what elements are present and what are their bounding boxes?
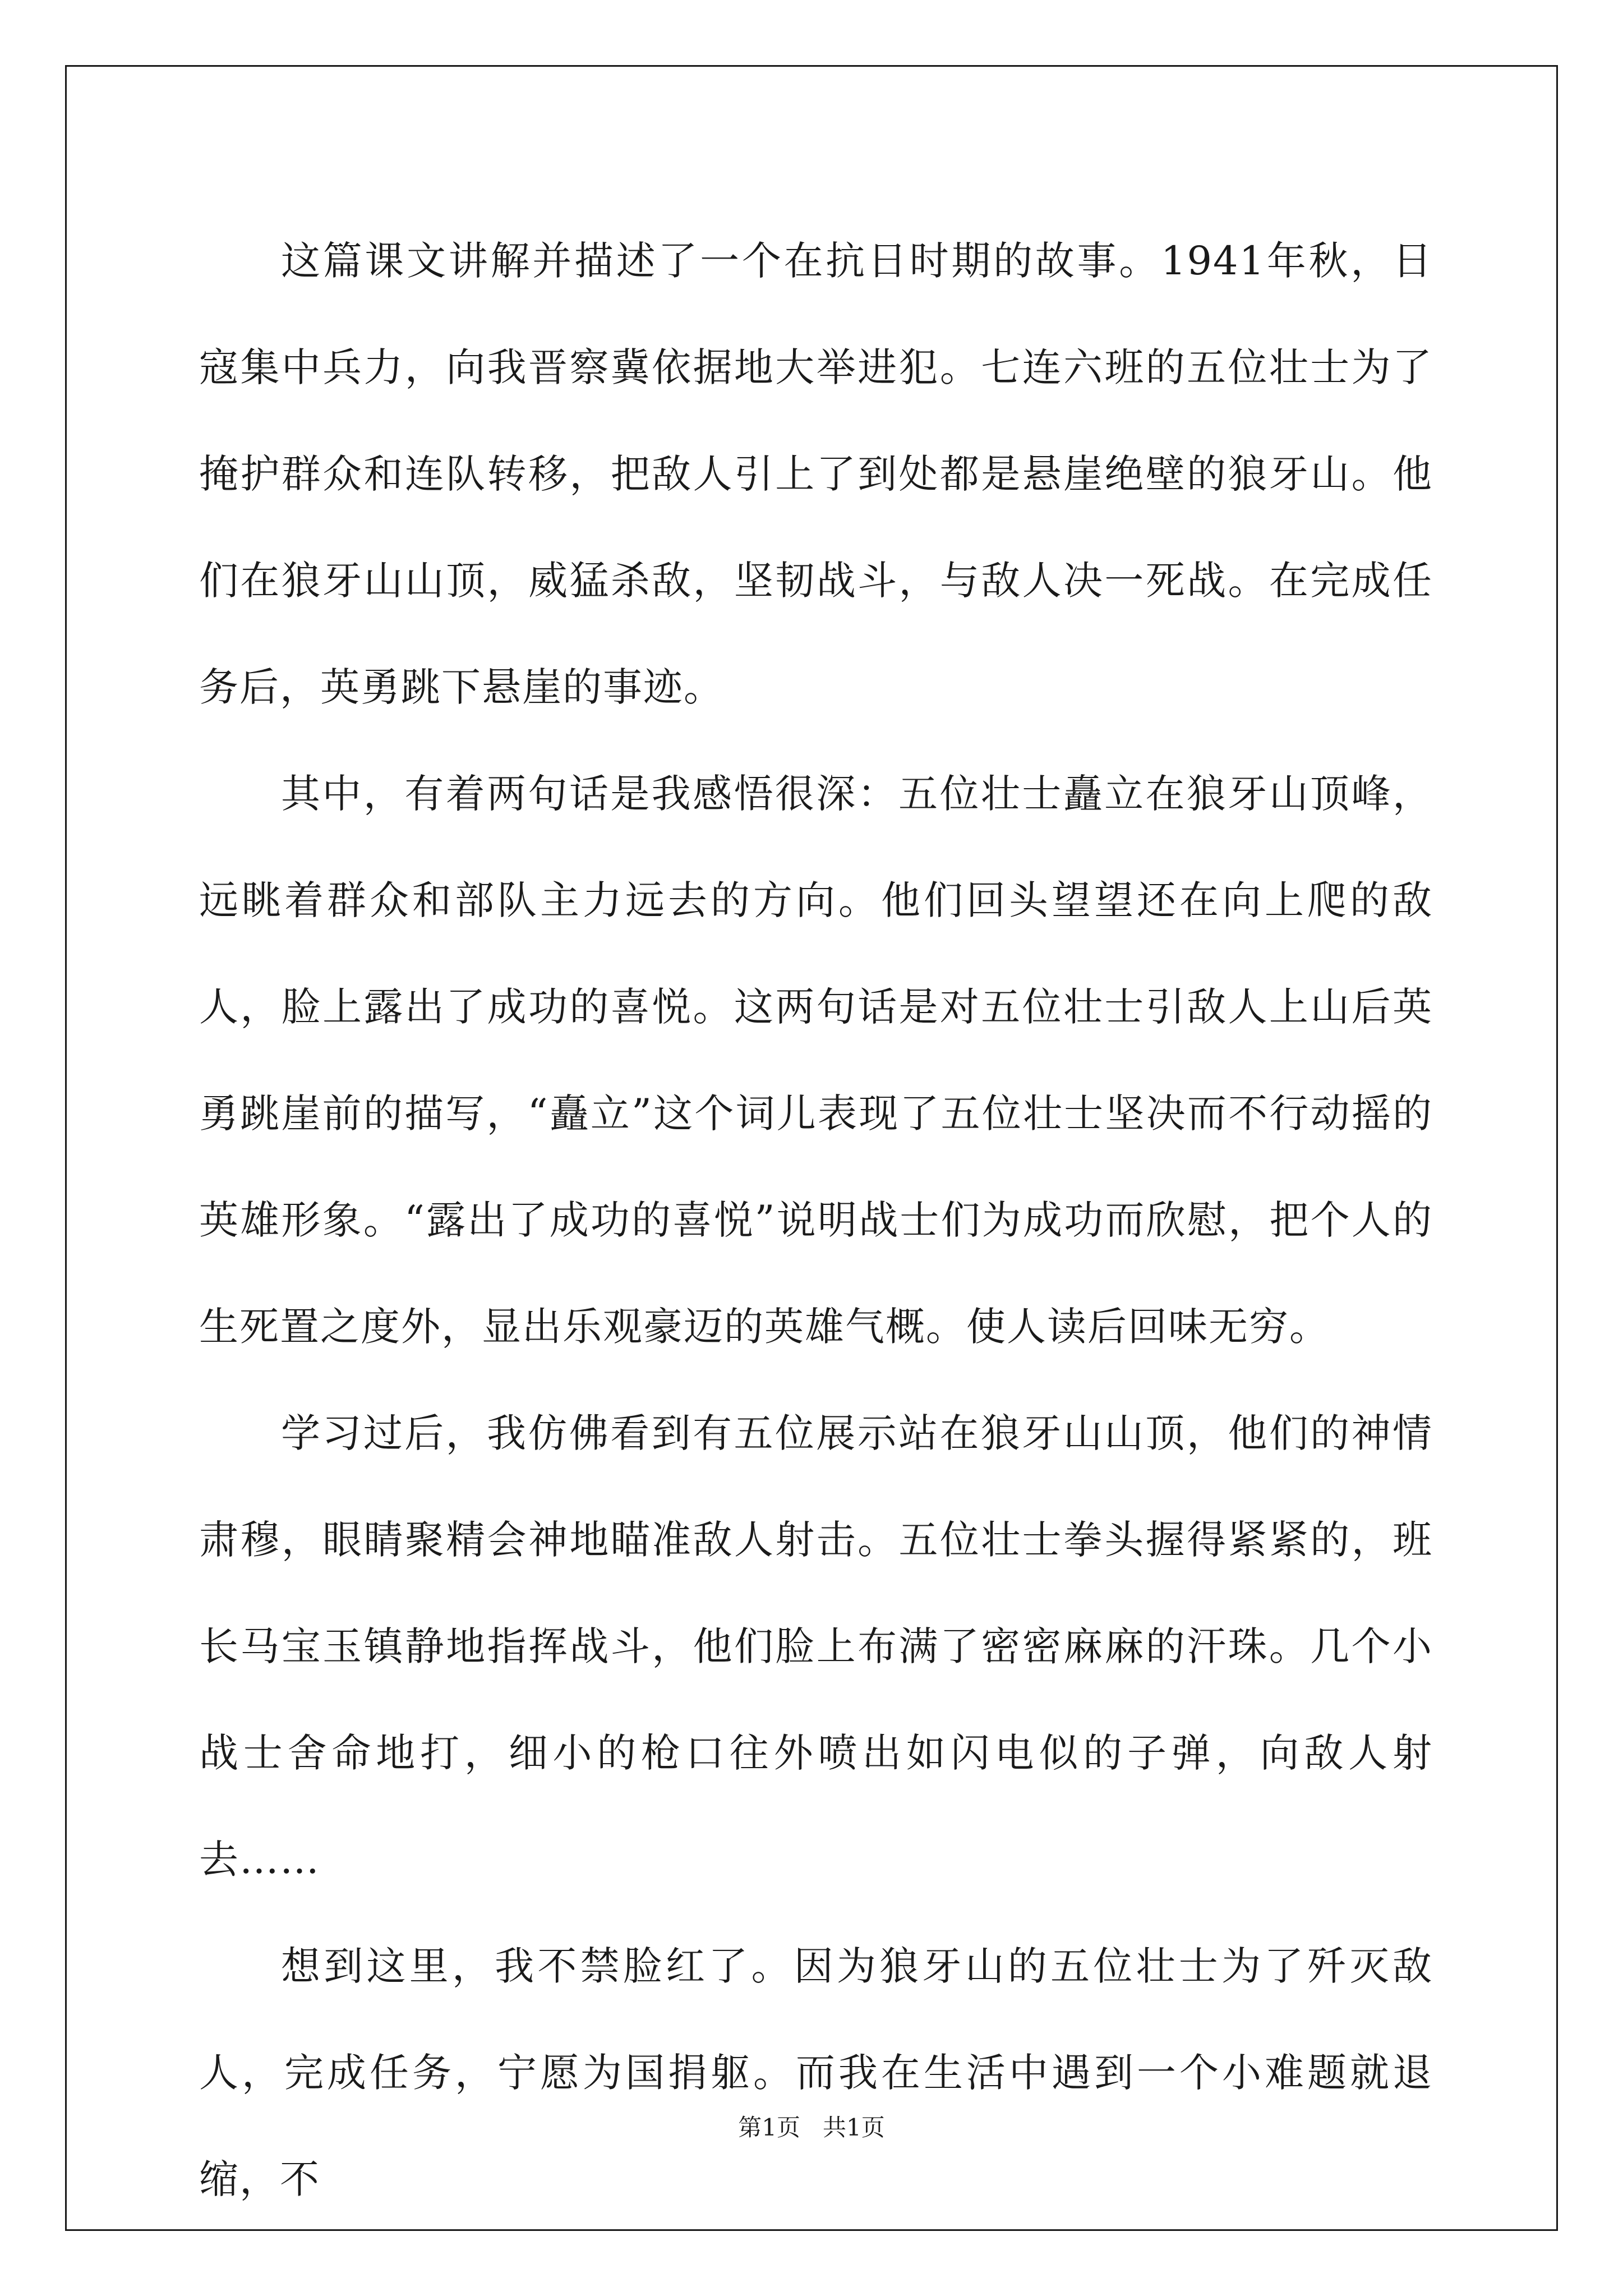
paragraph-3: 学习过后，我仿佛看到有五位展示站在狼牙山山顶，他们的神情肃穆，眼睛聚精会神地瞄准敌人射击。五位壮士拳头握得紧紧的，班长马宝玉镇静地指挥战斗，他们脸上布满了密密麻麻的汗珠。几个小战士舍命地打，细小的枪口往外喷出如闪电似的子弹，向敌人射去…… [199, 1410, 1433, 1883]
paragraph-4: 想到这里，我不禁脸红了。因为狼牙山的五位壮士为了歼灭敌人，完成任务，宁愿为国捐躯。而我在生活中遇到一个小难题就退缩，不 [199, 1943, 1433, 2202]
page-total: 共1页 [823, 2114, 885, 2141]
paragraph-1: 这篇课文讲解并描述了一个在抗日时期的故事。1941年秋，日寇集中兵力，向我晋察冀依据地大举进犯。七连六班的五位壮士为了掩护群众和连队转移，把敌人引上了到处都是悬崖绝壁的狼牙山。他们在狼牙山山顶，威猛杀敌，坚韧战斗，与敌人决一死战。在完成任务后，英勇跳下悬崖的事迹。 [199, 238, 1433, 710]
document-body [199, 208, 1433, 2233]
page-number: 第1页 [738, 2114, 800, 2141]
page-footer [0, 2109, 1623, 2143]
paragraph-2: 其中，有着两句话是我感悟很深：五位壮士矗立在狼牙山顶峰，远眺着群众和部队主力远去的方向。他们回头望望还在向上爬的敌人，脸上露出了成功的喜悦。这两句话是对五位壮士引敌人上山后英勇跳崖前的描写，“矗立”这个词儿表现了五位壮士坚决而不行动摇的英雄形象。“露出了成功的喜悦”说明战士们为成功而欣慰，把个人的生死置之度外，显出乐观豪迈的英雄气概。使人读后回味无穷。 [199, 771, 1433, 1350]
